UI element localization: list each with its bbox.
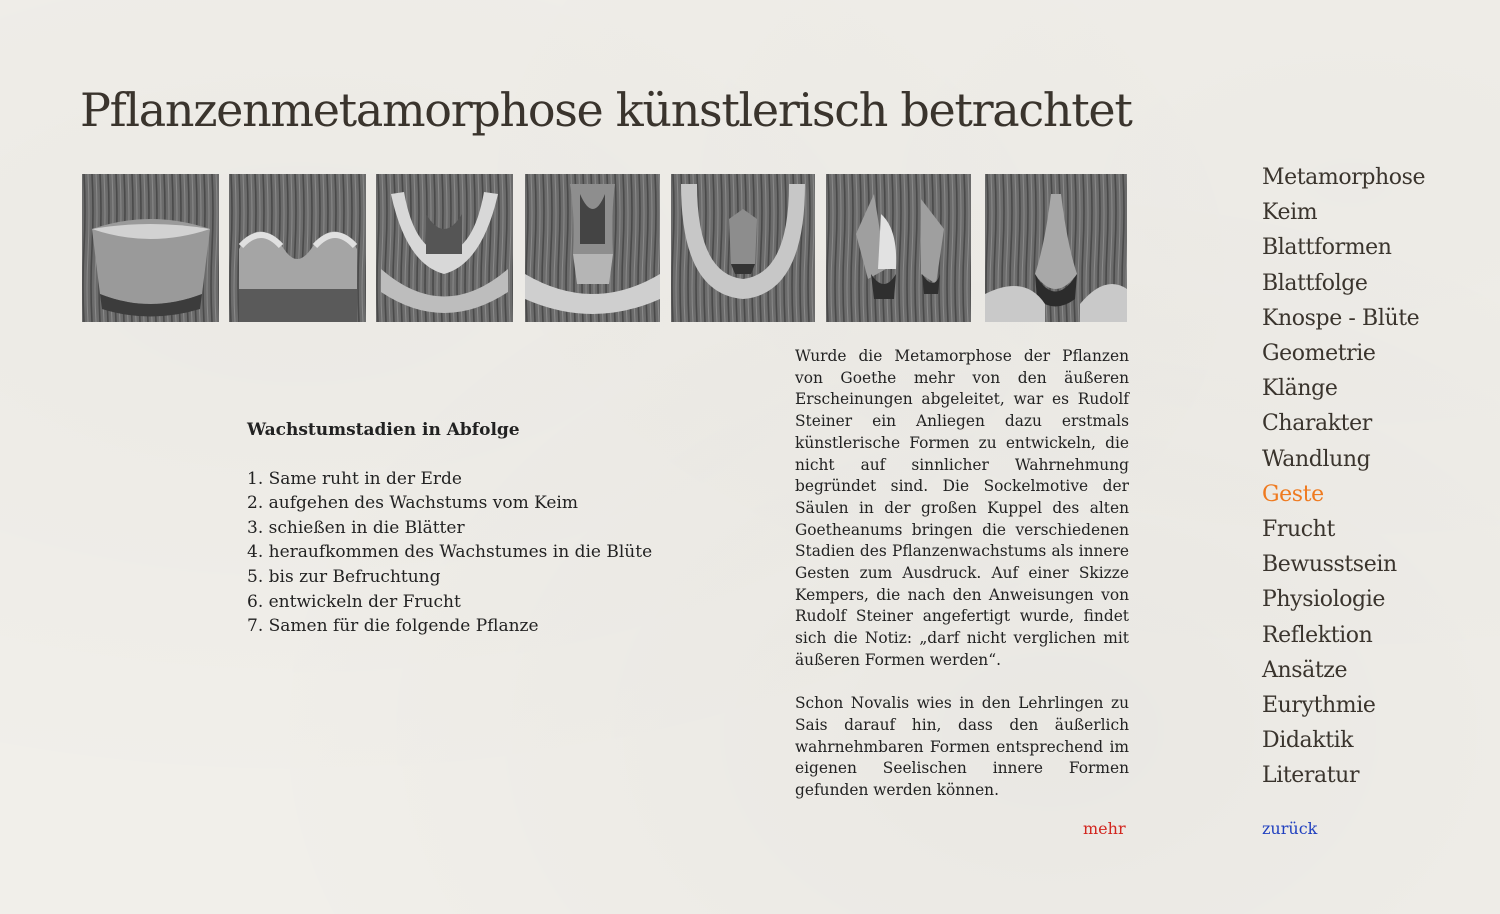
nav-item-bewusstsein[interactable]: Bewusstsein	[1262, 552, 1397, 578]
nav-item-metamorphose[interactable]: Metamorphose	[1262, 165, 1426, 190]
back-link[interactable]: zurück	[1262, 819, 1318, 838]
nav-item-didaktik[interactable]: Didaktik	[1262, 728, 1354, 754]
stage-2-photo	[229, 174, 366, 322]
nav-item-ansaetze[interactable]: Ansätze	[1262, 657, 1348, 683]
nav-item-wandlung[interactable]: Wandlung	[1262, 446, 1371, 472]
stage-5-photo	[671, 174, 815, 322]
stage-item: 1. Same ruht in der Erde	[247, 468, 462, 489]
stage-7-photo	[985, 174, 1127, 322]
nav-item-keim[interactable]: Keim	[1262, 200, 1318, 226]
stage-item: 3. schießen in die Blätter	[247, 517, 465, 538]
nav-item-geste[interactable]: Geste	[1262, 481, 1324, 507]
nav-item-charakter[interactable]: Charakter	[1262, 411, 1372, 437]
nav-item-klaenge[interactable]: Klänge	[1262, 376, 1338, 402]
stage-item: 2. aufgehen des Wachstums vom Keim	[247, 493, 578, 514]
stage-item: 4. heraufkommen des Wachstumes in die Blüte	[247, 542, 653, 563]
nav-item-reflektion[interactable]: Reflektion	[1262, 622, 1373, 648]
nav-item-blattformen[interactable]: Blattformen	[1262, 235, 1392, 261]
nav-item-geometrie[interactable]: Geometrie	[1262, 341, 1376, 367]
side-navigation	[1262, 160, 1425, 794]
growth-stages-list	[247, 418, 652, 639]
nav-item-blattfolge[interactable]: Blattfolge	[1262, 270, 1368, 296]
stage-3-photo	[376, 174, 513, 322]
stage-item: 6. entwickeln der Frucht	[247, 591, 461, 612]
stage-4-photo	[525, 174, 660, 322]
stage-1-photo	[82, 174, 219, 322]
stage-item: 7. Samen für die folgende Pflanze	[247, 616, 539, 637]
article-text	[795, 346, 1129, 823]
page-title: Pflanzenmetamorphose künstlerisch betrachtet	[80, 83, 1132, 137]
nav-item-knospe-bluete[interactable]: Knospe - Blüte	[1262, 305, 1420, 331]
stage-6-photo	[826, 174, 971, 322]
article-paragraph: Schon Novalis wies in den Lehrlingen zu Sais darauf hin, dass den äußerlich wahrnehmbaren Formen entsprechend im eigenen Seelischen innere Formen gefunden werden können.	[795, 694, 1129, 800]
nav-item-eurythmie[interactable]: Eurythmie	[1262, 693, 1376, 719]
nav-item-physiologie[interactable]: Physiologie	[1262, 587, 1385, 613]
more-link[interactable]: mehr	[1083, 819, 1126, 838]
stage-item: 5. bis zur Befruchtung	[247, 566, 441, 587]
stages-heading: Wachstumstadien in Abfolge	[247, 420, 520, 440]
nav-item-frucht[interactable]: Frucht	[1262, 517, 1335, 543]
article-paragraph: Wurde die Metamorphose der Pflanzen von Goethe mehr von den äußeren Erscheinungen abgeleitet, war es Rudolf Steiner ein Anliegen dazu erstmals künstlerische Formen zu entwickeln, die nicht auf sinnlicher Wahrnehmung begründet sind. Die Sockelmotive der Säulen in der großen Kuppel des alten Goetheanums bringen die verschiedenen Stadien des Pflanzenwachstums als innere Gesten zum Ausdruck. Auf einer Skizze Kempers, die nach den Anweisungen von Rudolf Steiner angefertigt wurde, findet sich die Notiz: „darf nicht verglichen mit äußeren Formen werden“.	[795, 347, 1129, 669]
nav-item-literatur[interactable]: Literatur	[1262, 763, 1360, 789]
